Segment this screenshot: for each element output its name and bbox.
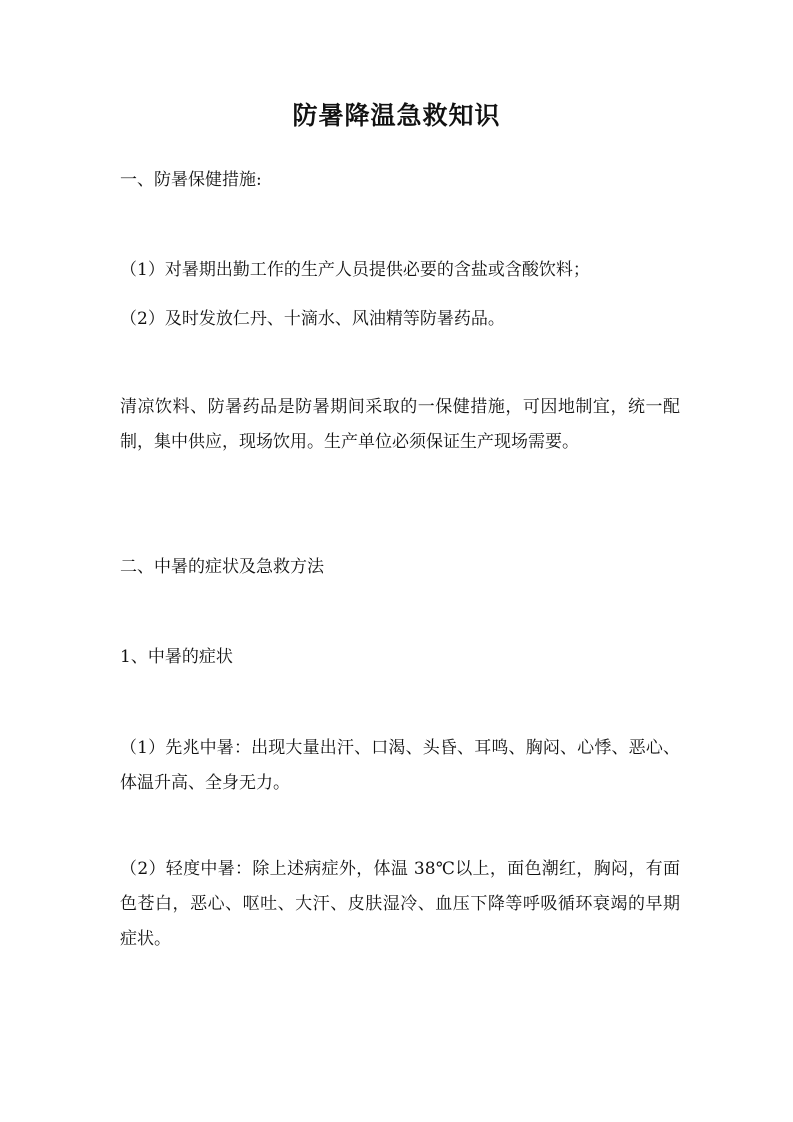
section-heading-prevention: 一、防暑保健措施:	[120, 170, 262, 190]
symptom-mild: （2）轻度中暑：除上述病症外，体温 38℃以上，面色潮红，胸闷，有面色苍白，恶心、呕吐、大汗、皮肤湿冷、血压下降等呼吸循环衰竭的早期症状。	[120, 859, 680, 949]
document-title: 防暑降温急救知识	[292, 101, 501, 130]
section-heading-symptoms-first-aid: 二、中暑的症状及急救方法	[120, 557, 324, 577]
symptom-precursor: （1）先兆中暑：出现大量出汗、口渴、头昏、耳鸣、胸闷、心悸、恶心、体温升高、全身无力。	[120, 738, 680, 793]
paragraph-supply-note: 清凉饮料、防暑药品是防暑期间采取的一保健措施，可因地制宜，统一配制，集中供应，现场饮用。生产单位必须保证生产现场需要。	[120, 397, 680, 452]
list-item-medicines: （2）及时发放仁丹、十滴水、风油精等防暑药品。	[120, 309, 505, 329]
subsection-heading-symptoms: 1、中暑的症状	[120, 647, 233, 667]
list-item-beverages: （1）对暑期出勤工作的生产人员提供必要的含盐或含酸饮料；	[120, 260, 590, 280]
